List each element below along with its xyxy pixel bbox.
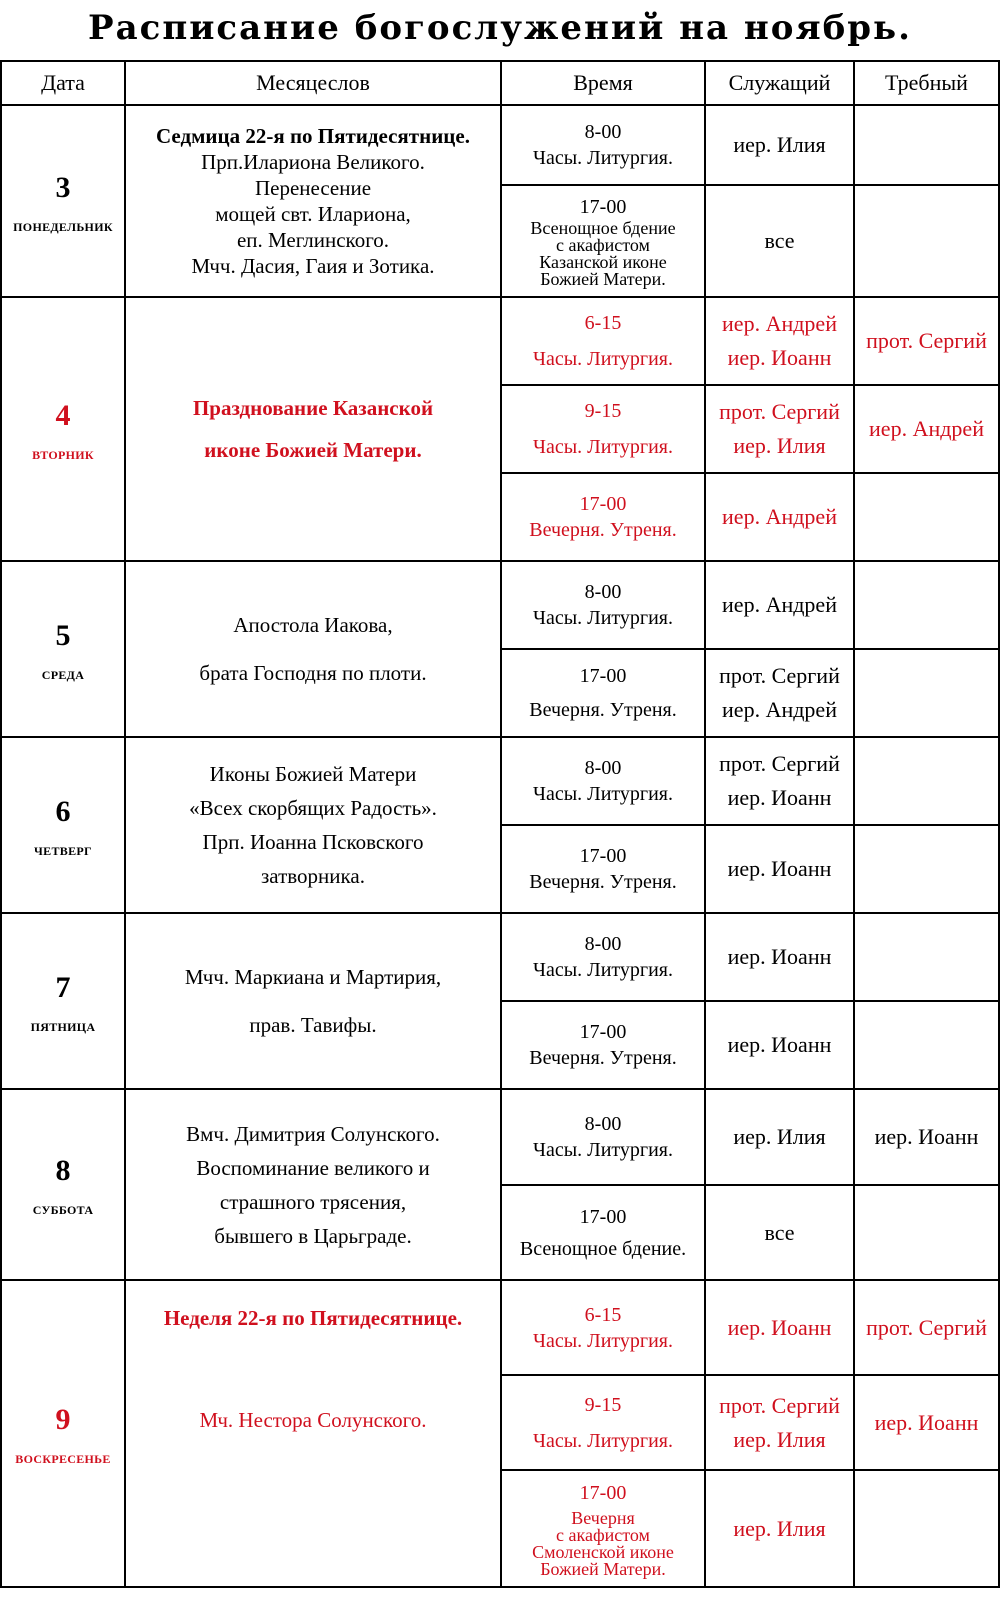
date-number: 3 <box>55 170 71 204</box>
clergy-name: иер. Иоанн <box>727 944 832 969</box>
date-cell <box>1 1089 125 1280</box>
date-cell <box>1 561 125 737</box>
header-row <box>1 61 999 105</box>
menologion-line: брата Господня по плоти. <box>199 661 427 685</box>
menologion-line: еп. Меглинского. <box>236 228 390 252</box>
service-desc: с акафистом <box>556 1524 650 1545</box>
menologion-line: Празднование Казанской <box>192 396 434 420</box>
service-desc: Часы. Литургия. <box>532 1329 674 1352</box>
table-row <box>1 1280 999 1375</box>
menologion-line: иконе Божией Матери. <box>204 438 422 462</box>
menologion-cell <box>125 105 501 297</box>
clergy-name: иер. Илия <box>733 1515 826 1541</box>
service-time-cell <box>501 649 705 737</box>
clergy-name: иер. Илия <box>733 1124 826 1149</box>
menologion-line: затворника. <box>261 864 365 888</box>
treby-cell <box>854 185 999 297</box>
service-time-cell <box>501 297 705 385</box>
clergy-cell <box>705 473 854 561</box>
weekday-label: СУББОТА <box>32 1203 94 1217</box>
clergy-cell <box>705 913 854 1001</box>
table-row <box>1 913 999 1001</box>
table-row <box>1 1089 999 1185</box>
menologion-line: «Всех скорбящих Радость». <box>189 796 437 820</box>
menologion-line: Мч. Нестора Солунского. <box>199 1408 427 1432</box>
clergy-name: прот. Сергий <box>719 663 840 688</box>
menologion-line: Иконы Божией Матери <box>209 762 417 786</box>
service-desc: Божией Матери. <box>540 1558 666 1579</box>
menologion-cell <box>125 1089 501 1280</box>
table-row <box>1 737 999 825</box>
clergy-name: все <box>764 228 795 253</box>
menologion-line: страшного трясения, <box>219 1189 407 1214</box>
clergy-cell <box>705 185 854 297</box>
menologion-line: бывшего в Царьграде. <box>214 1223 412 1248</box>
service-desc: Часы. Литургия. <box>532 783 674 805</box>
treby-name: прот. Сергий <box>866 1314 987 1340</box>
page-title: Расписание богослужений на ноябрь. <box>88 8 912 48</box>
service-desc: Вечерня. Утреня. <box>529 871 677 893</box>
treby-cell <box>854 561 999 649</box>
weekday-label: ПЯТНИЦА <box>30 1019 96 1034</box>
clergy-name: иер. Иоанн <box>727 345 832 370</box>
date-number: 6 <box>55 794 71 828</box>
weekday-label: СРЕДА <box>41 667 85 682</box>
weekday-label: ВТОРНИК <box>32 447 94 462</box>
service-time: 8-00 <box>584 581 622 603</box>
clergy-cell <box>705 1089 854 1185</box>
menologion-line: Мчч. Дасия, Гаия и Зотика. <box>191 254 435 278</box>
date-number: 5 <box>55 618 71 652</box>
treby-cell <box>854 1470 999 1587</box>
service-time-cell <box>501 913 705 1001</box>
service-time-cell <box>501 737 705 825</box>
service-time: 6-15 <box>584 1303 622 1326</box>
service-desc: Часы. Литургия. <box>532 607 674 629</box>
service-desc: Божией Матери. <box>540 269 666 289</box>
service-time: 6-15 <box>584 312 622 334</box>
service-desc: Вечерня. Утреня. <box>529 519 677 541</box>
treby-cell <box>854 1001 999 1089</box>
weekday-label: ВОСКРЕСЕНЬЕ <box>15 1452 111 1466</box>
clergy-cell <box>705 737 854 825</box>
schedule-table <box>0 60 1000 1588</box>
service-desc: Казанской иконе <box>539 252 667 272</box>
service-desc: Всенощное бдение. <box>519 1237 687 1260</box>
clergy-name: иер. Андрей <box>722 311 837 336</box>
clergy-name: иер. Иоанн <box>727 1314 832 1340</box>
clergy-name: прот. Сергий <box>719 751 840 776</box>
menologion-cell <box>125 913 501 1089</box>
header-date: Дата <box>1 61 125 105</box>
header-treby: Требный <box>854 61 999 105</box>
clergy-name: иер. Андрей <box>722 592 837 617</box>
date-cell <box>1 105 125 297</box>
service-time-cell <box>501 1089 705 1185</box>
date-cell <box>1 297 125 561</box>
clergy-name: иер. Иоанн <box>727 785 832 810</box>
menologion-line: прав. Тавифы. <box>249 1013 377 1037</box>
service-time-cell <box>501 1001 705 1089</box>
service-time: 9-15 <box>584 400 622 422</box>
menologion-heading: Седмица 22-я по Пятидесятнице. <box>156 124 470 148</box>
service-time-cell <box>501 1375 705 1470</box>
clergy-name: иер. Илия <box>733 433 826 458</box>
service-desc: Вечерня. Утреня. <box>529 1047 677 1069</box>
table-row <box>1 105 999 185</box>
menologion-line: мощей свт. Илариона, <box>215 202 411 226</box>
service-desc: Часы. Литургия. <box>532 1429 674 1452</box>
service-time: 17-00 <box>579 1021 627 1043</box>
service-time: 17-00 <box>579 1205 627 1228</box>
clergy-cell <box>705 105 854 185</box>
clergy-cell <box>705 1470 854 1587</box>
service-time-cell <box>501 561 705 649</box>
menologion-heading: Неделя 22-я по Пятидесятнице. <box>163 1306 463 1330</box>
service-time: 8-00 <box>584 121 622 143</box>
menologion-cell <box>125 737 501 913</box>
service-time: 8-00 <box>584 933 622 955</box>
clergy-name: все <box>764 1219 795 1245</box>
header-menologion: Месяцеслов <box>125 61 501 105</box>
treby-name: иер. Андрей <box>869 416 984 441</box>
date-cell <box>1 913 125 1089</box>
service-time-cell <box>501 825 705 913</box>
header-clergy: Служащий <box>705 61 854 105</box>
table-row <box>1 297 999 385</box>
treby-cell <box>854 737 999 825</box>
service-desc: Смоленской иконе <box>532 1541 674 1562</box>
menologion-line: Мчч. Маркиана и Мартирия, <box>184 965 442 989</box>
clergy-name: иер. Илия <box>733 1426 826 1452</box>
service-time-cell <box>501 105 705 185</box>
treby-cell <box>854 473 999 561</box>
clergy-cell <box>705 1375 854 1470</box>
treby-cell <box>854 105 999 185</box>
treby-cell <box>854 649 999 737</box>
service-time: 9-15 <box>584 1393 622 1416</box>
treby-cell <box>854 1185 999 1280</box>
menologion-line: Прп. Иоанна Псковского <box>202 830 424 854</box>
clergy-cell <box>705 649 854 737</box>
treby-cell <box>854 297 999 385</box>
table-row <box>1 561 999 649</box>
clergy-name: иер. Илия <box>733 132 826 157</box>
service-desc: Вечерня <box>571 1507 635 1528</box>
menologion-line: Воспоминание великого и <box>196 1155 430 1180</box>
service-desc: Часы. Литургия. <box>532 959 674 981</box>
weekday-label: ПОНЕДЕЛЬНИК <box>13 219 113 234</box>
menologion-line: Прп.Илариона Великого. <box>201 150 425 174</box>
date-number: 4 <box>55 398 71 432</box>
clergy-cell <box>705 1001 854 1089</box>
treby-name: иер. Иоанн <box>874 1124 979 1149</box>
weekday-label: ЧЕТВЕРГ <box>34 843 92 858</box>
menologion-line: Перенесение <box>254 176 372 200</box>
treby-name: иер. Иоанн <box>874 1409 979 1435</box>
clergy-cell <box>705 1280 854 1375</box>
service-time: 8-00 <box>584 1113 622 1135</box>
header-time: Время <box>501 61 705 105</box>
service-time: 17-00 <box>579 665 627 687</box>
service-desc: Часы. Литургия. <box>532 147 674 169</box>
service-desc: Часы. Литургия. <box>532 348 674 370</box>
treby-cell <box>854 1280 999 1375</box>
clergy-cell <box>705 297 854 385</box>
clergy-cell <box>705 825 854 913</box>
menologion-line: Апостола Иакова, <box>233 613 393 637</box>
service-desc: Всенощное бдение <box>530 218 676 238</box>
service-time-cell <box>501 185 705 297</box>
clergy-name: иер. Андрей <box>722 504 837 529</box>
service-desc: Вечерня. Утреня. <box>529 699 677 721</box>
treby-cell <box>854 385 999 473</box>
menologion-line: Вмч. Димитрия Солунского. <box>186 1121 440 1146</box>
treby-cell <box>854 1375 999 1470</box>
menologion-cell <box>125 1280 501 1587</box>
treby-name: прот. Сергий <box>866 328 987 353</box>
date-cell <box>1 737 125 913</box>
treby-cell <box>854 825 999 913</box>
service-desc: Часы. Литургия. <box>532 1139 674 1161</box>
service-time-cell <box>501 1280 705 1375</box>
service-desc: с акафистом <box>556 235 650 255</box>
date-number: 7 <box>55 970 71 1004</box>
service-time: 17-00 <box>579 196 627 218</box>
treby-cell <box>854 913 999 1001</box>
service-time: 8-00 <box>584 757 622 779</box>
menologion-cell <box>125 561 501 737</box>
service-time: 17-00 <box>579 493 627 515</box>
service-time-cell <box>501 385 705 473</box>
clergy-cell <box>705 385 854 473</box>
service-time-cell <box>501 1470 705 1587</box>
service-time: 17-00 <box>579 845 627 867</box>
clergy-cell <box>705 561 854 649</box>
clergy-name: прот. Сергий <box>719 1392 840 1418</box>
clergy-name: иер. Андрей <box>722 697 837 722</box>
clergy-cell <box>705 1185 854 1280</box>
date-number: 8 <box>55 1154 71 1187</box>
date-number: 9 <box>55 1403 71 1436</box>
treby-cell <box>854 1089 999 1185</box>
service-time-cell <box>501 473 705 561</box>
clergy-name: прот. Сергий <box>719 399 840 424</box>
service-desc: Часы. Литургия. <box>532 436 674 458</box>
menologion-cell <box>125 297 501 561</box>
service-time: 17-00 <box>579 1481 627 1504</box>
date-cell <box>1 1280 125 1587</box>
service-time-cell <box>501 1185 705 1280</box>
clergy-name: иер. Иоанн <box>727 1032 832 1057</box>
clergy-name: иер. Иоанн <box>727 856 832 881</box>
